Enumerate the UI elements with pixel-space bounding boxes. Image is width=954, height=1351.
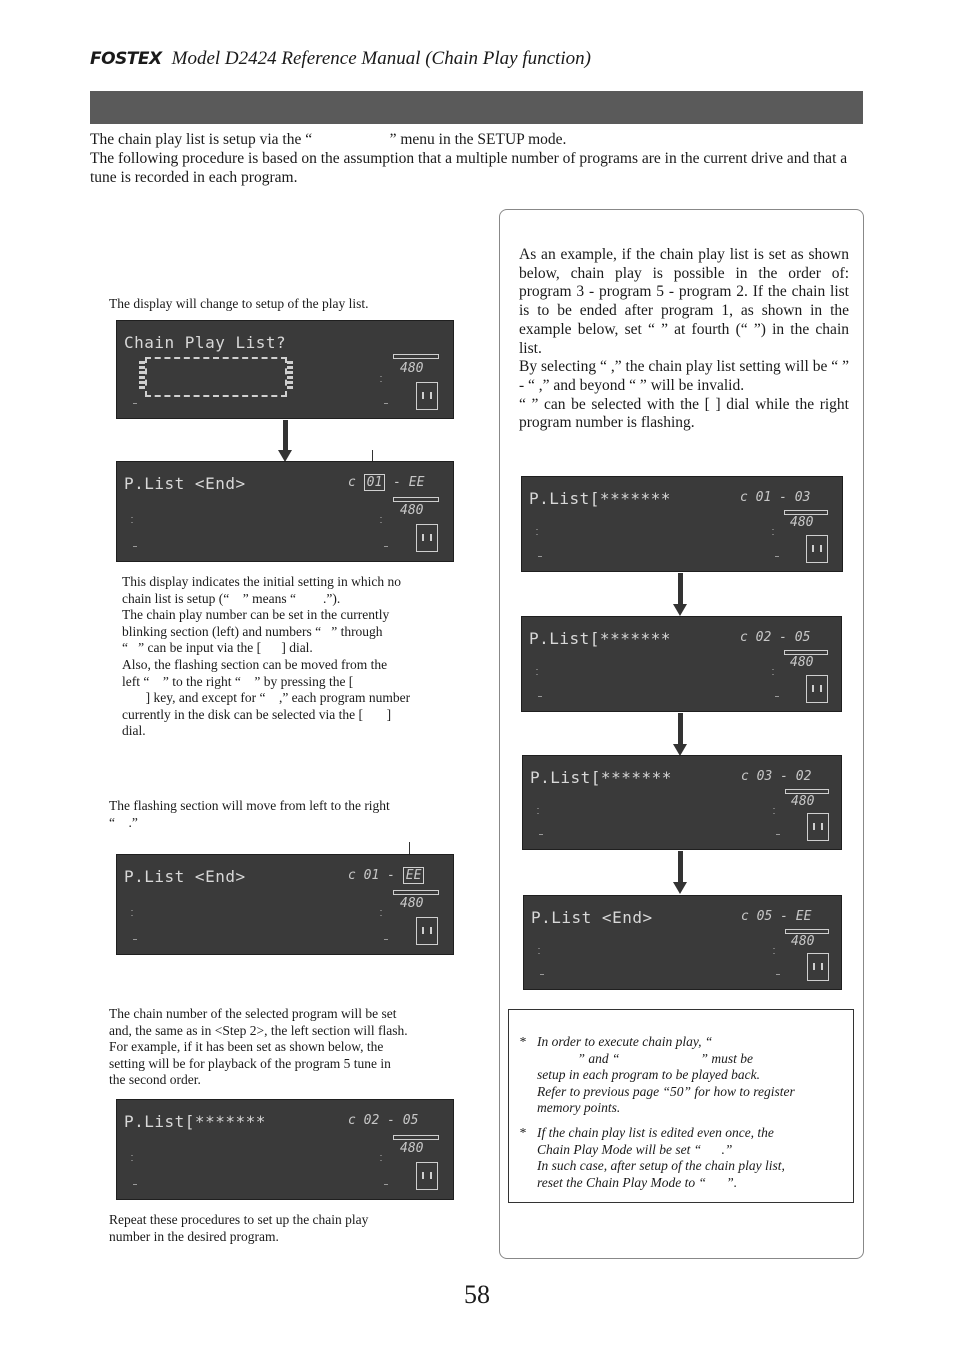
step3-text: [109, 798, 454, 831]
intro-line-2: The following procedure is based on the assumption that a multiple number of programs are in the current drive and that a tune is recorded in each program.: [90, 150, 848, 186]
lcd-dot: [133, 1184, 137, 1185]
lcd-dot: [776, 834, 780, 835]
lcd-box-icon: [416, 524, 438, 552]
example-paragraph: As an example, if the chain play list is set as shown below, chain play is possible in the order of: program 3 - program 5 - program 2. If the chain list is to be ended after program 1, as shown in the example below, set “ ” at fourth (“ ”) in the chain list.: [519, 246, 849, 357]
lcd-colon: [131, 910, 133, 916]
lcd-level-bar: [393, 497, 439, 502]
lcd-title: P.List <End>: [531, 908, 653, 927]
note-1: [519, 1034, 847, 1117]
lcd-fs: 480: [400, 361, 424, 376]
lcd-dot: [539, 834, 543, 835]
step4-line: and, the same as in <Step 2>, the left section will flash.: [109, 1022, 408, 1038]
desc-line: ] key, and except for “ ,” each program number: [122, 690, 411, 706]
desc-line: left “ ” to the right “ ” by pressing the [: [122, 673, 354, 689]
lcd-chain-value: 02 - 05: [363, 1113, 419, 1128]
lcd-dot: [538, 556, 542, 557]
desc-line: currently in the disk can be selected via the [ ]: [122, 706, 392, 722]
step3-line: “ .”: [109, 814, 138, 830]
lcd-fs: 480: [400, 896, 424, 911]
step4-text: [109, 1006, 454, 1089]
lcd-colon: [772, 529, 774, 535]
lcd-dot: [775, 556, 779, 557]
step4-line: The chain number of the selected program will be set: [109, 1006, 397, 1021]
lcd-box-icon: [806, 675, 828, 703]
lcd-fs: 480: [791, 794, 815, 809]
lcd-fs: 480: [400, 1141, 424, 1156]
lcd-example-4: [523, 895, 842, 990]
note-line: In such case, after setup of the chain play list,: [537, 1158, 785, 1174]
lcd-dot: [133, 939, 137, 940]
lcd-example-3: [522, 755, 842, 850]
lcd-dot: [384, 1184, 388, 1185]
lcd-dot: [775, 696, 779, 697]
page-header: [90, 48, 591, 70]
lcd-chain-left: 01: [364, 474, 386, 491]
lcd-box-icon: [416, 1162, 438, 1190]
lcd-chain-value: 01 - 03: [755, 490, 811, 505]
arrow-down: [678, 573, 683, 605]
lcd-frame-right: [287, 361, 293, 391]
note-asterisk: *: [519, 1125, 526, 1140]
step4-line: For example, if it has been set as shown below, the: [109, 1039, 384, 1055]
example-paragraph: By selecting “ ,” the chain play list setting will be “ ” - “ ,” and beyond “ ” will be invalid.: [519, 358, 849, 394]
lcd-colon: [536, 529, 538, 535]
lcd-colon: [131, 1155, 133, 1161]
lcd-title: P.List[*******: [529, 629, 671, 648]
lcd-chain-right: EE: [403, 867, 425, 884]
lcd-dot: [540, 974, 544, 975]
brand-logo: FOSTEX: [90, 49, 162, 69]
step3-line: The flashing section will move from left to the right: [109, 798, 390, 813]
lcd-chain-value: 03 - 02: [756, 769, 812, 784]
lcd-colon: [131, 517, 133, 523]
lcd-example-2: [521, 616, 842, 712]
lcd-chain-number: c 05 - EE: [741, 909, 812, 924]
desc-line: dial.: [122, 723, 146, 739]
lcd-chain-number: c 03 - 02: [741, 769, 812, 784]
lcd-colon: [536, 669, 538, 675]
arrow-down: [283, 420, 288, 450]
step2-description: [122, 574, 455, 740]
lcd-colon: [772, 669, 774, 675]
lcd-chain-value: 02 - 05: [755, 630, 811, 645]
lcd-title: P.List <End>: [124, 867, 246, 886]
lcd-dashed-frame: [145, 357, 287, 397]
lcd-fs: 480: [790, 655, 814, 670]
lcd-chain-value: 05 - EE: [756, 909, 812, 924]
lcd-colon: [538, 948, 540, 954]
lcd-level-bar: [393, 354, 439, 359]
step4-line: setting will be for playback of the program 5 tune in: [109, 1055, 391, 1071]
lcd-colon: [380, 1155, 382, 1161]
lcd-fs: 480: [791, 934, 815, 949]
arrow-down: [678, 851, 683, 883]
lcd-dot: [133, 403, 137, 404]
lcd-title: Chain Play List?: [124, 333, 287, 352]
lcd-colon: [380, 376, 382, 382]
lcd-chain-left: 01: [363, 868, 380, 883]
lcd-chain-number: c 01 - EE: [348, 475, 425, 490]
lcd-colon: [380, 910, 382, 916]
repeat-line: Repeat these procedures to set up the chain play: [109, 1212, 369, 1227]
section-title-bar: [90, 91, 863, 124]
lcd-dot: [384, 939, 388, 940]
lcd-dot: [384, 546, 388, 547]
repeat-line: number in the desired program.: [109, 1228, 279, 1244]
note-line: ” and “ ” must be: [537, 1050, 754, 1066]
lcd-box-icon: [807, 813, 829, 841]
header-title: Model D2424 Reference Manual (Chain Play function): [171, 48, 591, 69]
desc-line: “ ” can be input via the [ ] dial.: [122, 640, 313, 656]
step4-line: the second order.: [109, 1072, 201, 1088]
lcd-plist-end-1: [116, 461, 454, 562]
lcd-plist-end-2: [116, 854, 454, 955]
lcd-fs: 480: [400, 503, 424, 518]
lcd-title: P.List[*******: [529, 489, 671, 508]
lcd-dot: [776, 974, 780, 975]
lcd-chain-number: c 02 - 05: [740, 630, 811, 645]
desc-line: This display indicates the initial setting in which no: [122, 574, 401, 589]
lcd-box-icon: [806, 535, 828, 563]
example-paragraph: “ ” can be selected with the [ ] dial while the right program number is flashing.: [519, 395, 849, 432]
lcd-colon: [380, 517, 382, 523]
desc-line: Also, the flashing section can be moved from the: [122, 656, 388, 672]
lcd-frame-left: [139, 361, 145, 391]
lcd-title: P.List <End>: [124, 474, 246, 493]
lcd-example-1: [521, 476, 843, 572]
desc-line: chain list is setup (“ ” means “ .”).: [122, 590, 341, 606]
note-asterisk: *: [519, 1034, 526, 1049]
lcd-chain-right: EE: [408, 475, 425, 490]
lcd-chain-number: c 02 - 05: [348, 1113, 419, 1128]
note-2: [519, 1125, 847, 1191]
page-number: 58: [464, 1280, 490, 1309]
note-line: If the chain play list is edited even once, the: [537, 1125, 774, 1140]
lcd-title: P.List[*******: [124, 1112, 266, 1131]
lcd-box-icon: [416, 917, 438, 945]
lcd-plist-02-05: [116, 1099, 454, 1200]
lcd-colon: [537, 808, 539, 814]
lcd-chain-number: c 01 - EE: [348, 868, 424, 883]
lcd-colon: [773, 948, 775, 954]
lcd-title: P.List[*******: [530, 768, 672, 787]
arrow-head: [673, 882, 687, 894]
lcd-dot: [133, 546, 137, 547]
intro-text: [90, 130, 865, 187]
intro-line-1: The chain play list is setup via the “ ” menu in the SETUP mode.: [90, 131, 567, 148]
lcd-dot: [384, 403, 388, 404]
desc-line: The chain play number can be set in the currently: [122, 607, 390, 623]
repeat-text: [109, 1212, 454, 1245]
lcd-dot: [538, 696, 542, 697]
note-line: reset the Chain Play Mode to “ ”.: [537, 1174, 738, 1190]
desc-line: blinking section (left) and numbers “ ” through: [122, 623, 383, 639]
note-line: Refer to previous page “50” for how to register: [537, 1083, 795, 1099]
example-text: [519, 246, 849, 433]
arrow-head: [673, 604, 687, 616]
lcd-level-bar: [393, 890, 439, 895]
note-line: memory points.: [537, 1100, 621, 1116]
note-line: In order to execute chain play, “: [537, 1034, 713, 1049]
note-line: Chain Play Mode will be set “ .”: [537, 1141, 733, 1157]
note-line: setup in each program to be played back.: [537, 1067, 760, 1083]
step1-text: The display will change to setup of the play list.: [109, 296, 369, 311]
lcd-fs: 480: [790, 515, 814, 530]
lcd-chain-number: c 01 - 03: [740, 490, 811, 505]
lcd-box-icon: [807, 953, 829, 981]
lcd-chain-play-list: [116, 320, 454, 419]
arrow-down: [678, 713, 683, 745]
lcd-box-icon: [416, 382, 438, 410]
lcd-colon: [773, 808, 775, 814]
lcd-level-bar: [393, 1135, 439, 1140]
